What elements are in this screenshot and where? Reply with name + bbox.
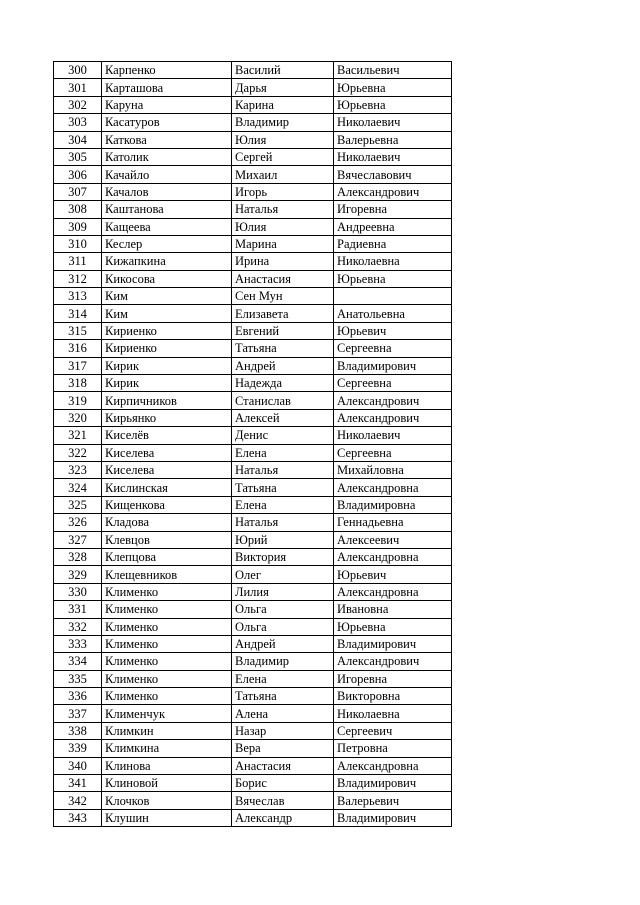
last-name-cell: Каруна: [102, 96, 232, 113]
patronymic-cell: Александрович: [334, 392, 452, 409]
row-number-cell: 305: [54, 148, 102, 165]
first-name-cell: Юлия: [232, 131, 334, 148]
patronymic-cell: Сергеевич: [334, 722, 452, 739]
first-name-cell: Сен Мун: [232, 288, 334, 305]
row-number-cell: 332: [54, 618, 102, 635]
table-row: [54, 375, 452, 392]
first-name-cell: Надежда: [232, 375, 334, 392]
first-name-cell: Елена: [232, 444, 334, 461]
last-name-cell: Кирик: [102, 357, 232, 374]
row-number-cell: 306: [54, 166, 102, 183]
table-row: [54, 548, 452, 565]
first-name-cell: Василий: [232, 62, 334, 79]
last-name-cell: Кижапкина: [102, 253, 232, 270]
last-name-cell: Качайло: [102, 166, 232, 183]
first-name-cell: Анастасия: [232, 270, 334, 287]
patronymic-cell: Юрьевич: [334, 566, 452, 583]
last-name-cell: Кирпичников: [102, 392, 232, 409]
first-name-cell: Евгений: [232, 322, 334, 339]
table-row: [54, 392, 452, 409]
table-row: [54, 322, 452, 339]
row-number-cell: 335: [54, 670, 102, 687]
last-name-cell: Кислинская: [102, 479, 232, 496]
patronymic-cell: Алексеевич: [334, 531, 452, 548]
patronymic-cell: Петровна: [334, 740, 452, 757]
table-row: [54, 427, 452, 444]
last-name-cell: Кириенко: [102, 340, 232, 357]
last-name-cell: Клименко: [102, 618, 232, 635]
patronymic-cell: Владимирович: [334, 357, 452, 374]
table-row: [54, 618, 452, 635]
row-number-cell: 318: [54, 375, 102, 392]
table-row: [54, 96, 452, 113]
last-name-cell: Католик: [102, 148, 232, 165]
row-number-cell: 323: [54, 461, 102, 478]
table-row: [54, 775, 452, 792]
first-name-cell: Вячеслав: [232, 792, 334, 809]
last-name-cell: Клименко: [102, 688, 232, 705]
patronymic-cell: Владимирович: [334, 809, 452, 826]
first-name-cell: Андрей: [232, 635, 334, 652]
patronymic-cell: Александрович: [334, 409, 452, 426]
row-number-cell: 312: [54, 270, 102, 287]
last-name-cell: Карпенко: [102, 62, 232, 79]
last-name-cell: Карташова: [102, 79, 232, 96]
row-number-cell: 333: [54, 635, 102, 652]
table-row: [54, 531, 452, 548]
first-name-cell: Михаил: [232, 166, 334, 183]
first-name-cell: Татьяна: [232, 479, 334, 496]
row-number-cell: 338: [54, 722, 102, 739]
patronymic-cell: Геннадьевна: [334, 514, 452, 531]
first-name-cell: Елизавета: [232, 305, 334, 322]
last-name-cell: Клименко: [102, 601, 232, 618]
table-row: [54, 218, 452, 235]
table-row: [54, 601, 452, 618]
row-number-cell: 320: [54, 409, 102, 426]
patronymic-cell: Сергеевна: [334, 444, 452, 461]
patronymic-cell: Михайловна: [334, 461, 452, 478]
patronymic-cell: Валерьевич: [334, 792, 452, 809]
table-row: [54, 688, 452, 705]
first-name-cell: Алексей: [232, 409, 334, 426]
patronymic-cell: Александрович: [334, 653, 452, 670]
first-name-cell: Юлия: [232, 218, 334, 235]
table-row: [54, 722, 452, 739]
last-name-cell: Клевцов: [102, 531, 232, 548]
first-name-cell: Вера: [232, 740, 334, 757]
last-name-cell: Климкина: [102, 740, 232, 757]
patronymic-cell: Игоревна: [334, 201, 452, 218]
table-row: [54, 809, 452, 826]
last-name-cell: Кладова: [102, 514, 232, 531]
last-name-cell: Киселева: [102, 444, 232, 461]
table-row: [54, 461, 452, 478]
first-name-cell: Ирина: [232, 253, 334, 270]
patronymic-cell: Викторовна: [334, 688, 452, 705]
table-row: [54, 635, 452, 652]
table-row: [54, 253, 452, 270]
table-row: [54, 444, 452, 461]
patronymic-cell: Ивановна: [334, 601, 452, 618]
first-name-cell: Карина: [232, 96, 334, 113]
last-name-cell: Ким: [102, 305, 232, 322]
name-list-table: [53, 61, 452, 827]
last-name-cell: Клименко: [102, 583, 232, 600]
first-name-cell: Лилия: [232, 583, 334, 600]
patronymic-cell: Владимирович: [334, 635, 452, 652]
last-name-cell: Кикосова: [102, 270, 232, 287]
last-name-cell: Кирьянко: [102, 409, 232, 426]
row-number-cell: 328: [54, 548, 102, 565]
patronymic-cell: Андреевна: [334, 218, 452, 235]
last-name-cell: Клименчук: [102, 705, 232, 722]
row-number-cell: 319: [54, 392, 102, 409]
patronymic-cell: Сергеевна: [334, 375, 452, 392]
row-number-cell: 313: [54, 288, 102, 305]
row-number-cell: 340: [54, 757, 102, 774]
last-name-cell: Клепцова: [102, 548, 232, 565]
table-row: [54, 409, 452, 426]
table-row: [54, 479, 452, 496]
patronymic-cell: Васильевич: [334, 62, 452, 79]
table-row: [54, 270, 452, 287]
last-name-cell: Каткова: [102, 131, 232, 148]
last-name-cell: Клинова: [102, 757, 232, 774]
last-name-cell: Климкин: [102, 722, 232, 739]
last-name-cell: Кащеева: [102, 218, 232, 235]
row-number-cell: 314: [54, 305, 102, 322]
first-name-cell: Сергей: [232, 148, 334, 165]
last-name-cell: Клушин: [102, 809, 232, 826]
first-name-cell: Наталья: [232, 514, 334, 531]
patronymic-cell: Александровна: [334, 479, 452, 496]
first-name-cell: Борис: [232, 775, 334, 792]
table-row: [54, 305, 452, 322]
table-row: [54, 148, 452, 165]
row-number-cell: 343: [54, 809, 102, 826]
patronymic-cell: Александрович: [334, 183, 452, 200]
first-name-cell: Ольга: [232, 618, 334, 635]
first-name-cell: Наталья: [232, 461, 334, 478]
patronymic-cell: Радиевна: [334, 235, 452, 252]
row-number-cell: 315: [54, 322, 102, 339]
patronymic-cell: Вячеславович: [334, 166, 452, 183]
table-row: [54, 670, 452, 687]
last-name-cell: Клиновой: [102, 775, 232, 792]
row-number-cell: 304: [54, 131, 102, 148]
first-name-cell: Ольга: [232, 601, 334, 618]
table-row: [54, 705, 452, 722]
table-row: [54, 114, 452, 131]
patronymic-cell: Александровна: [334, 583, 452, 600]
last-name-cell: Касатуров: [102, 114, 232, 131]
last-name-cell: Кирик: [102, 375, 232, 392]
table-row: [54, 183, 452, 200]
patronymic-cell: Юрьевна: [334, 96, 452, 113]
patronymic-cell: Юрьевна: [334, 270, 452, 287]
first-name-cell: Дарья: [232, 79, 334, 96]
row-number-cell: 302: [54, 96, 102, 113]
row-number-cell: 341: [54, 775, 102, 792]
row-number-cell: 311: [54, 253, 102, 270]
table-row: [54, 79, 452, 96]
table-row: [54, 757, 452, 774]
patronymic-cell: Николаевич: [334, 114, 452, 131]
row-number-cell: 307: [54, 183, 102, 200]
patronymic-cell: Юрьевна: [334, 618, 452, 635]
patronymic-cell: Николаевич: [334, 427, 452, 444]
table-row: [54, 166, 452, 183]
row-number-cell: 300: [54, 62, 102, 79]
patronymic-cell: Николаевна: [334, 705, 452, 722]
first-name-cell: Владимир: [232, 653, 334, 670]
first-name-cell: Олег: [232, 566, 334, 583]
table-row: [54, 496, 452, 513]
row-number-cell: 316: [54, 340, 102, 357]
table-row: [54, 62, 452, 79]
first-name-cell: Юрий: [232, 531, 334, 548]
patronymic-cell: Анатольевна: [334, 305, 452, 322]
row-number-cell: 342: [54, 792, 102, 809]
row-number-cell: 326: [54, 514, 102, 531]
last-name-cell: Клименко: [102, 653, 232, 670]
row-number-cell: 308: [54, 201, 102, 218]
last-name-cell: Киселева: [102, 461, 232, 478]
first-name-cell: Елена: [232, 496, 334, 513]
last-name-cell: Кеслер: [102, 235, 232, 252]
row-number-cell: 309: [54, 218, 102, 235]
last-name-cell: Клименко: [102, 670, 232, 687]
row-number-cell: 336: [54, 688, 102, 705]
last-name-cell: Клочков: [102, 792, 232, 809]
patronymic-cell: Александровна: [334, 757, 452, 774]
first-name-cell: Игорь: [232, 183, 334, 200]
table-row: [54, 514, 452, 531]
first-name-cell: Елена: [232, 670, 334, 687]
row-number-cell: 317: [54, 357, 102, 374]
row-number-cell: 337: [54, 705, 102, 722]
row-number-cell: 324: [54, 479, 102, 496]
last-name-cell: Клещевников: [102, 566, 232, 583]
first-name-cell: Денис: [232, 427, 334, 444]
patronymic-cell: Владимирович: [334, 775, 452, 792]
last-name-cell: Киселёв: [102, 427, 232, 444]
first-name-cell: Владимир: [232, 114, 334, 131]
first-name-cell: Назар: [232, 722, 334, 739]
patronymic-cell: [334, 288, 452, 305]
first-name-cell: Татьяна: [232, 688, 334, 705]
first-name-cell: Алена: [232, 705, 334, 722]
first-name-cell: Виктория: [232, 548, 334, 565]
row-number-cell: 327: [54, 531, 102, 548]
first-name-cell: Наталья: [232, 201, 334, 218]
table-row: [54, 583, 452, 600]
row-number-cell: 339: [54, 740, 102, 757]
row-number-cell: 321: [54, 427, 102, 444]
patronymic-cell: Игоревна: [334, 670, 452, 687]
table-row: [54, 566, 452, 583]
first-name-cell: Марина: [232, 235, 334, 252]
first-name-cell: Станислав: [232, 392, 334, 409]
row-number-cell: 329: [54, 566, 102, 583]
table-row: [54, 288, 452, 305]
patronymic-cell: Юрьевич: [334, 322, 452, 339]
row-number-cell: 310: [54, 235, 102, 252]
row-number-cell: 331: [54, 601, 102, 618]
last-name-cell: Клименко: [102, 635, 232, 652]
table-row: [54, 653, 452, 670]
last-name-cell: Ким: [102, 288, 232, 305]
patronymic-cell: Николаевна: [334, 253, 452, 270]
last-name-cell: Кищенкова: [102, 496, 232, 513]
table-row: [54, 357, 452, 374]
patronymic-cell: Юрьевна: [334, 79, 452, 96]
first-name-cell: Анастасия: [232, 757, 334, 774]
row-number-cell: 301: [54, 79, 102, 96]
patronymic-cell: Валерьевна: [334, 131, 452, 148]
row-number-cell: 322: [54, 444, 102, 461]
row-number-cell: 330: [54, 583, 102, 600]
table-row: [54, 340, 452, 357]
name-list-body: [54, 62, 452, 827]
last-name-cell: Качалов: [102, 183, 232, 200]
patronymic-cell: Александровна: [334, 548, 452, 565]
first-name-cell: Андрей: [232, 357, 334, 374]
row-number-cell: 325: [54, 496, 102, 513]
patronymic-cell: Владимировна: [334, 496, 452, 513]
table-row: [54, 792, 452, 809]
patronymic-cell: Николаевич: [334, 148, 452, 165]
first-name-cell: Александр: [232, 809, 334, 826]
table-row: [54, 201, 452, 218]
last-name-cell: Каштанова: [102, 201, 232, 218]
table-row: [54, 235, 452, 252]
first-name-cell: Татьяна: [232, 340, 334, 357]
patronymic-cell: Сергеевна: [334, 340, 452, 357]
table-row: [54, 740, 452, 757]
last-name-cell: Кириенко: [102, 322, 232, 339]
table-row: [54, 131, 452, 148]
row-number-cell: 303: [54, 114, 102, 131]
row-number-cell: 334: [54, 653, 102, 670]
